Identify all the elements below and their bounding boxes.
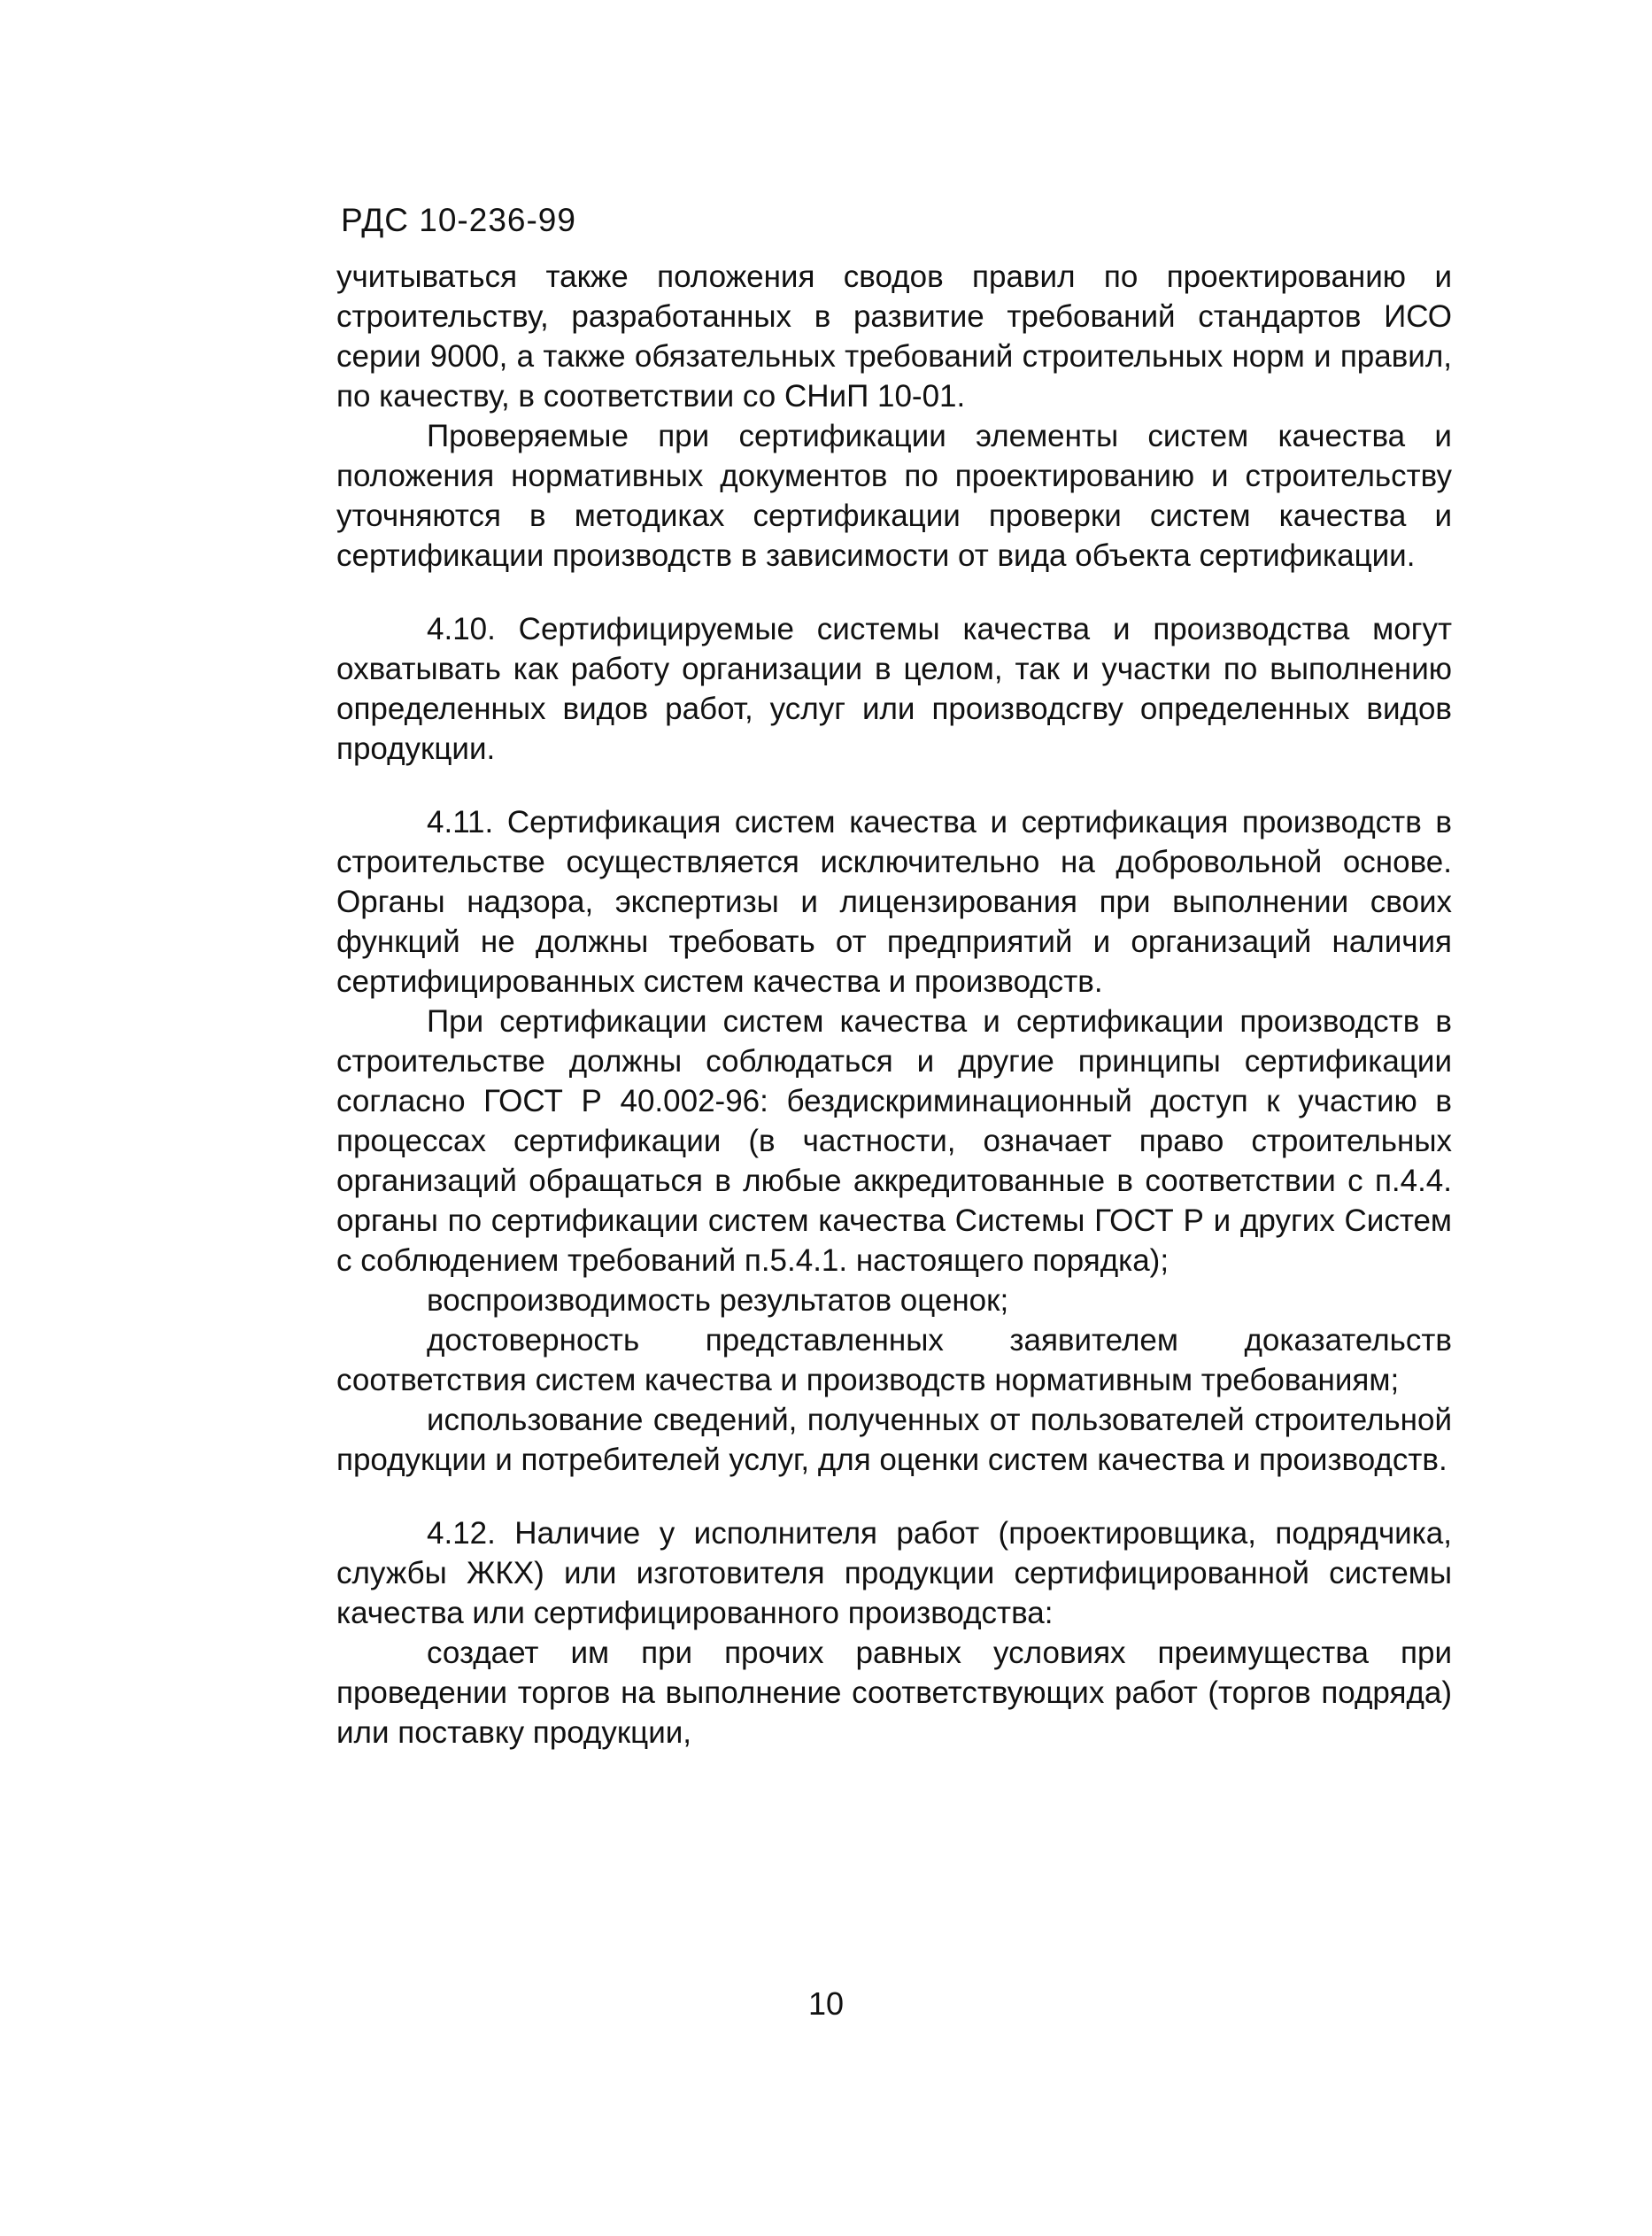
- paragraph-reproducibility: воспроизводимость результатов оценок;: [427, 1283, 1009, 1318]
- paragraph-checked-elements: Проверяемые при сертификации элементы систем качества и положения нормативных документов по проектированию и строительству уточняются в методиках сертификации проверки систем качества и сертификации производств в зависимости от вида объекта сертификации.: [336, 419, 1452, 573]
- paragraph-reliability: достоверность представленных заявителем доказательств соответствия систем качества и производств нормативным требованиям;: [336, 1323, 1452, 1397]
- paragraph-4-11: 4.11. Сертификация систем качества и сертификация производств в строительстве осуществляется исключительно на добровольной основе. Органы надзора, экспертизы и лицензирования при выполнении своих функций не должны требовать от предприятий и организаций наличия сертифицированных систем качества и производств.: [336, 805, 1452, 999]
- document-body: [336, 257, 1452, 1752]
- paragraph-advantages: создает им при прочих равных условиях преимущества при проведении торгов на выполнение соответствующих работ (торгов подряда) или поставку продукции,: [336, 1636, 1452, 1750]
- paragraph-certification-principles: При сертификации систем качества и сертификации производств в строительстве должны соблюдаться и другие принципы сертификации согласно ГОСТ Р 40.002-96: бездискриминационный доступ к участию в процессах сертификации (в частности, означает право строительных организаций обращаться в любые аккредитованные в соответствии с п.4.4. органы по сертификации систем качества Системы ГОСТ Р и других Систем с соблюдением требований п.5.4.1. настоящего порядка);: [336, 1004, 1452, 1278]
- page-number: 10: [807, 1985, 845, 2022]
- document-header: РДС 10-236-99: [341, 202, 576, 238]
- paragraph-4-10: 4.10. Сертифицируемые системы качества и производства могут охватывать как работу организации в целом, так и участки по выполнению определенных видов работ, услуг или производсгву определенных видов продукции.: [336, 612, 1452, 766]
- paragraph-4-12: 4.12. Наличие у исполнителя работ (проектировщика, подрядчика, службы ЖКХ) или изготовителя продукции сертифицированной системы качества или сертифицированного производства:: [336, 1516, 1452, 1630]
- paragraph-user-information: использование сведений, полученных от пользователей строительной продукции и потребителей услуг, для оценки систем качества и производств.: [336, 1403, 1452, 1477]
- paragraph-continuation: учитываться также положения сводов правил по проектированию и строительству, разработанных в развитие требований стандартов ИСО серии 9000, а также обязательных требований строительных норм и правил, по качеству, в соответствии со СНиП 10-01.: [336, 259, 1452, 414]
